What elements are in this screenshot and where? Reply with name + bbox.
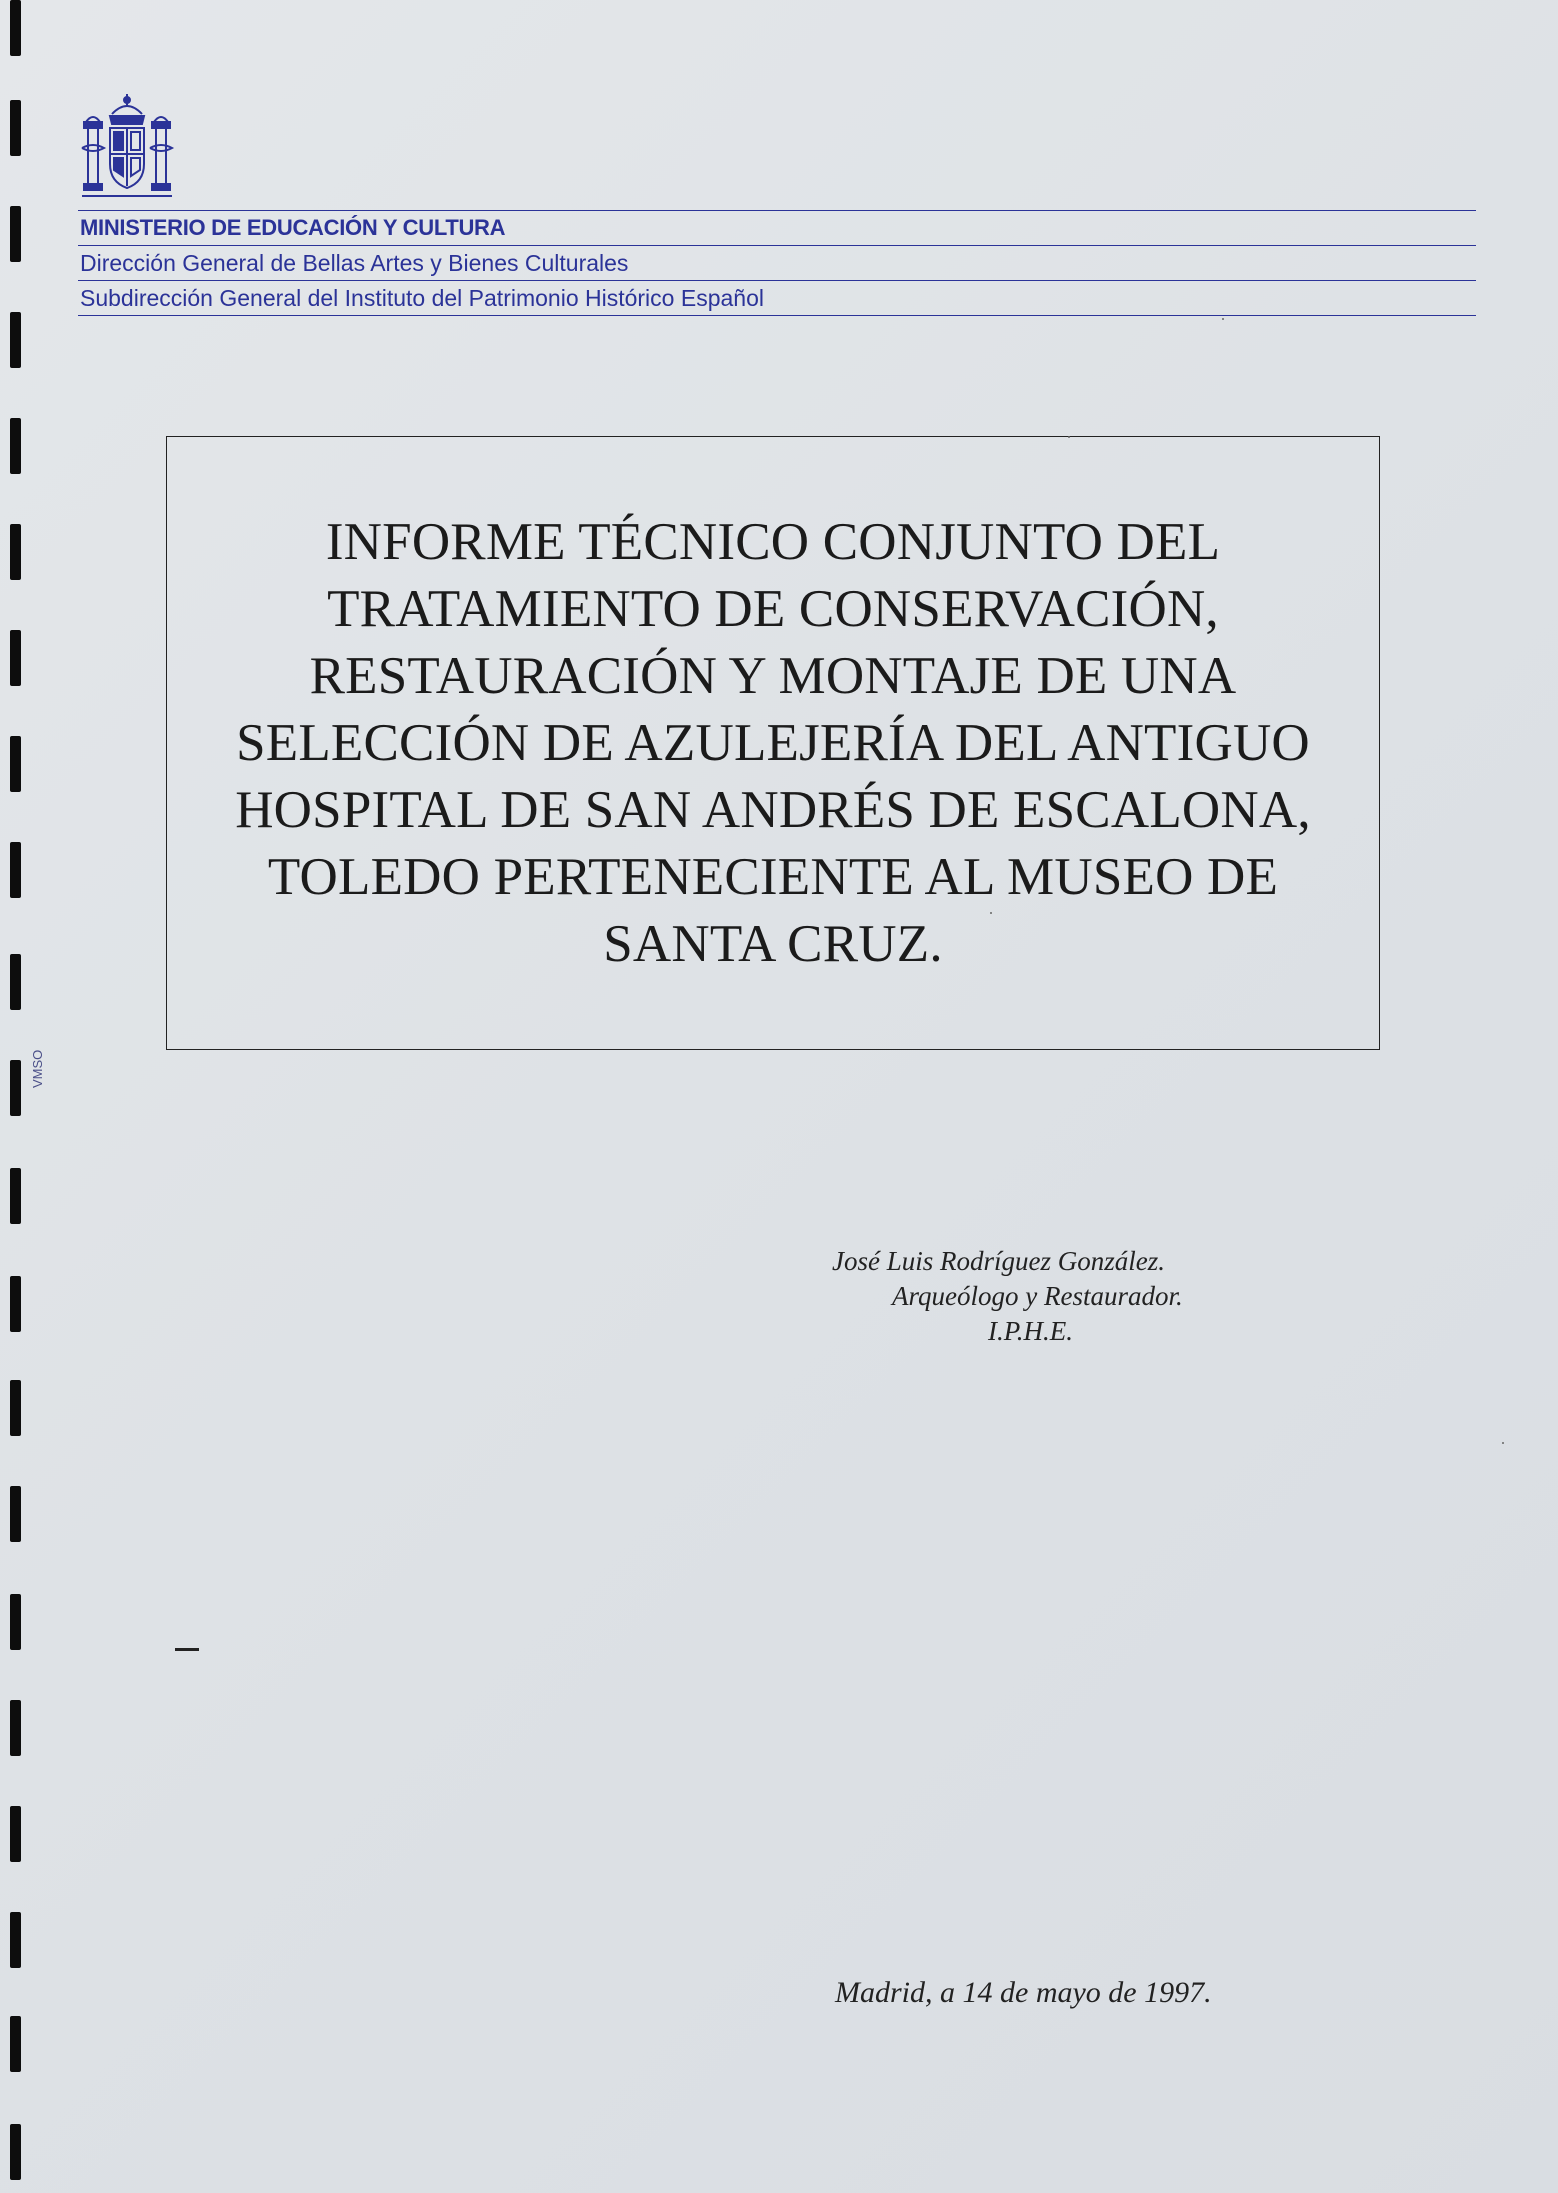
author-block — [830, 1244, 1250, 1349]
speck — [1502, 1442, 1504, 1444]
title-line: HOSPITAL DE SAN ANDRÉS DE ESCALONA, — [235, 780, 1311, 839]
coat-of-arms-logo — [78, 92, 176, 202]
title-line: SELECCIÓN DE AZULEJERÍA DEL ANTIGUO — [236, 713, 1310, 772]
binding-hole — [10, 2016, 21, 2072]
binding-hole — [10, 1486, 21, 1542]
binding-hole — [10, 1912, 21, 1968]
binding-hole — [10, 312, 21, 368]
author-institution: I.P.H.E. — [988, 1316, 1073, 1346]
binding-hole — [10, 100, 21, 156]
title-line: RESTAURACIÓN Y MONTAJE DE UNA — [309, 646, 1237, 705]
binding-hole — [10, 524, 21, 580]
binding-hole — [10, 1594, 21, 1650]
binding-hole — [10, 1276, 21, 1332]
author-name: José Luis Rodríguez González. — [832, 1246, 1165, 1276]
binding-hole — [10, 736, 21, 792]
subdirectorate-name: Subdirección General del Instituto del Patrimonio Histórico Español — [78, 280, 1476, 316]
binding-hole — [10, 1060, 21, 1116]
binding-hole — [10, 0, 21, 56]
binding-hole — [10, 954, 21, 1010]
directorate-name: Dirección General de Bellas Artes y Bienes Culturales — [78, 245, 1476, 280]
binding-hole — [10, 1380, 21, 1436]
binding-hole — [10, 206, 21, 262]
speck — [1068, 436, 1070, 438]
binding-hole — [10, 1806, 21, 1862]
binding-hole — [10, 2124, 21, 2180]
binding-hole — [10, 1168, 21, 1224]
speck — [1222, 318, 1224, 320]
letterhead — [78, 210, 1476, 316]
title-line: TOLEDO PERTENECIENTE AL MUSEO DE — [267, 847, 1279, 906]
ministry-name: MINISTERIO DE EDUCACIÓN Y CULTURA — [78, 210, 1476, 245]
speck — [990, 912, 992, 914]
title-box — [166, 436, 1380, 1050]
binding-hole — [10, 1700, 21, 1756]
title-line: INFORME TÉCNICO CONJUNTO DEL — [325, 512, 1221, 571]
title-line: TRATAMIENTO DE CONSERVACIÓN, — [327, 579, 1219, 638]
author-role: Arqueólogo y Restaurador. — [892, 1281, 1183, 1311]
binding-holes — [0, 0, 40, 2193]
binding-hole — [10, 630, 21, 686]
place-date: Madrid, a 14 de mayo de 1997. — [835, 1976, 1212, 2009]
side-mark: VMSO — [30, 1049, 45, 1088]
dash-mark — [175, 1648, 199, 1651]
binding-hole — [10, 842, 21, 898]
binding-hole — [10, 418, 21, 474]
title-line: SANTA CRUZ. — [603, 914, 943, 973]
